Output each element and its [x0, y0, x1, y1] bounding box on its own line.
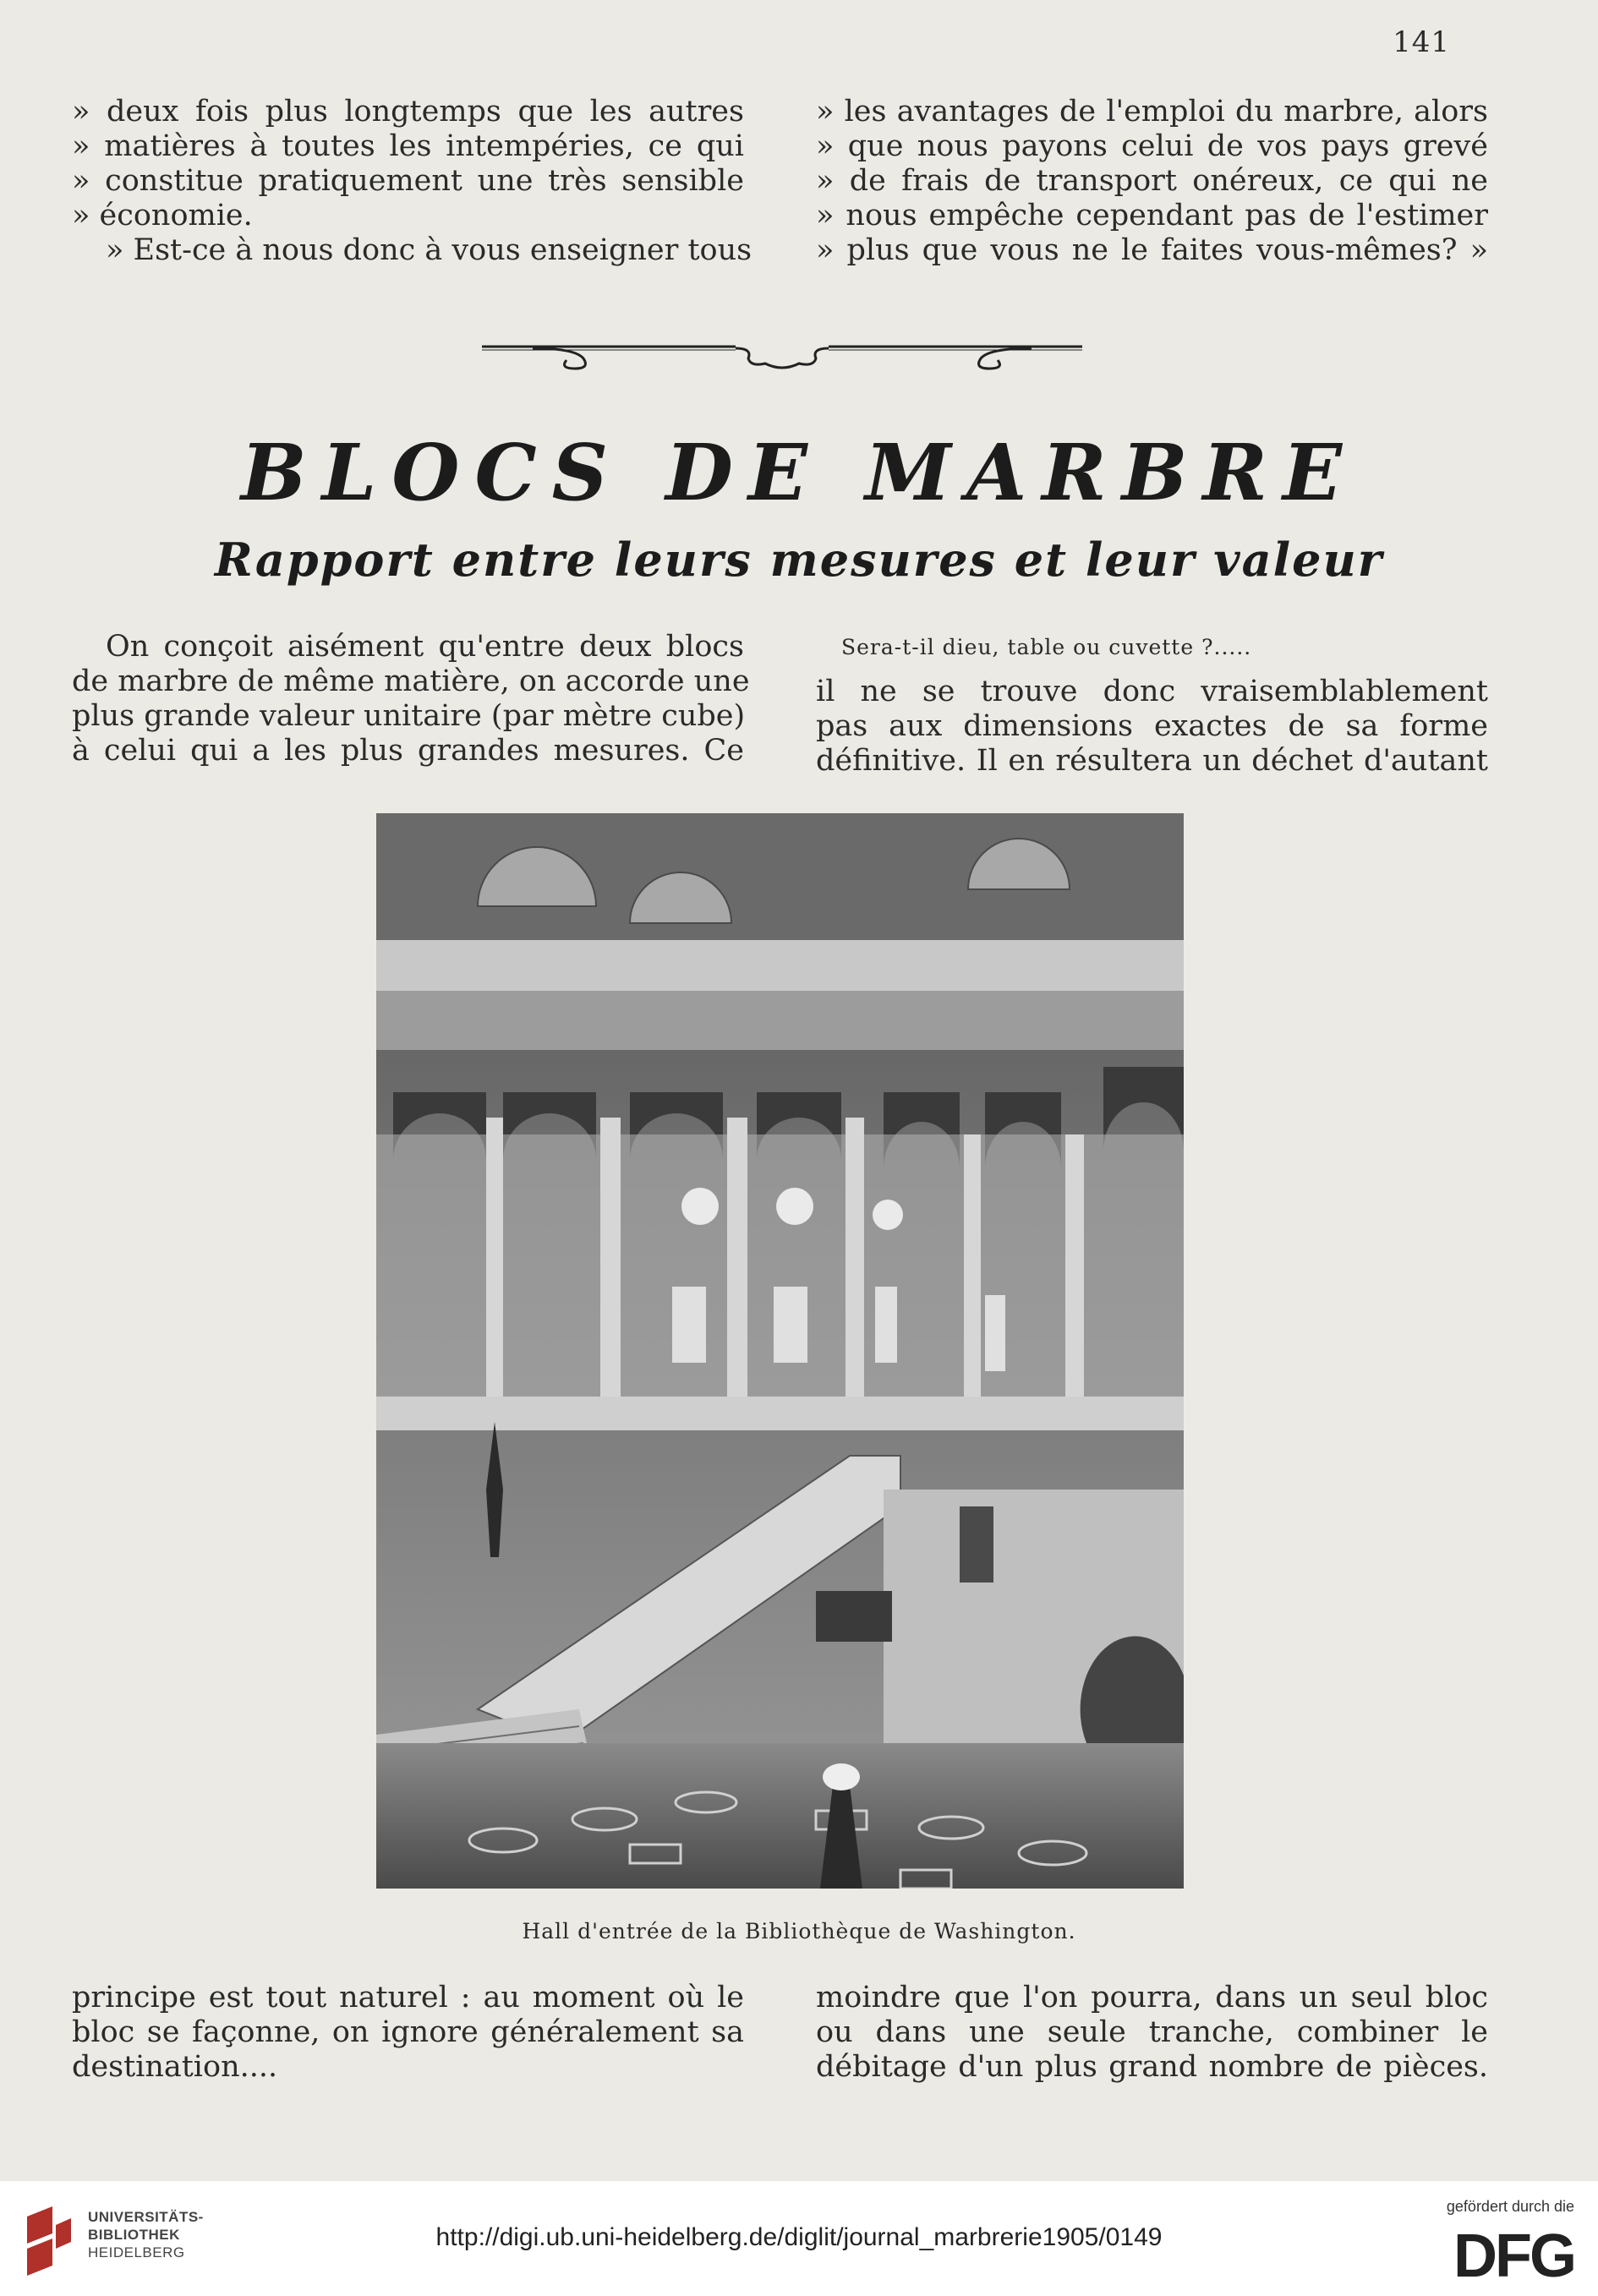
text-line: principe est tout naturel : au moment où le — [72, 1981, 744, 2014]
text-line: débitage d'un plus grand nombre de pièces. — [816, 2050, 1488, 2084]
text-line: » que nous payons celui de vos pays grevé — [816, 129, 1488, 163]
text-line: destination.... — [72, 2050, 278, 2084]
text-line: » deux fois plus longtemps que les autres — [72, 95, 744, 128]
bottom-left-column — [72, 1981, 744, 2085]
library-name-line: BIBLIOTHEK — [88, 2227, 180, 2243]
library-name-line: UNIVERSITÄTS- — [88, 2209, 204, 2225]
text-line: » constitue pratiquement une très sensible — [72, 164, 744, 198]
text-line: définitive. Il en résultera un déchet d'autant — [816, 744, 1488, 778]
text-line: » Est-ce à nous donc à vous enseigner tous — [106, 233, 752, 267]
text-line: » matières à toutes les intempéries, ce qui — [72, 129, 744, 163]
text-line: » économie. — [72, 199, 253, 232]
top-left-column — [72, 95, 752, 268]
text-line: à celui qui a les plus grandes mesures. Ce — [72, 734, 744, 768]
article-subtitle: Rapport entre leurs mesures et leur valeur — [214, 533, 1384, 587]
top-right-column — [816, 95, 1488, 268]
text-line: de marbre de même matière, on accorde une — [72, 664, 750, 698]
text-line: pas aux dimensions exactes de sa forme — [816, 709, 1488, 743]
text-line: » plus que vous ne le faites vous-mêmes? » — [816, 233, 1488, 267]
bottom-right-column — [816, 1981, 1488, 2085]
text-line: ou dans une seule tranche, combiner le — [816, 2015, 1488, 2049]
intro-left-column — [72, 630, 750, 768]
decorative-divider — [482, 330, 1082, 380]
text-line: » nous empêche cependant pas de l'estimer — [816, 199, 1488, 232]
page-number: 141 — [1393, 25, 1450, 59]
library-hall-photo — [376, 813, 1184, 1889]
text-line: bloc se façonne, on ignore généralement sa — [72, 2015, 744, 2049]
digitization-footer — [0, 2181, 1598, 2296]
dfg-logo: DFG — [1453, 2222, 1574, 2290]
photo-caption: Hall d'entrée de la Bibliothèque de Washington. — [522, 1919, 1076, 1943]
text-line: plus grande valeur unitaire (par mètre cube) — [72, 699, 746, 733]
verse-quote: Sera-t-il dieu, table ou cuvette ?..... — [841, 635, 1252, 659]
text-line: On conçoit aisément qu'entre deux blocs — [106, 630, 744, 664]
text-line: » de frais de transport onéreux, ce qui ne — [816, 164, 1488, 198]
text-line: il ne se trouve donc vraisemblablement — [816, 675, 1488, 708]
article-title: BLOCS DE MARBRE — [240, 427, 1358, 518]
text-line: moindre que l'on pourra, dans un seul bloc — [816, 1981, 1488, 2014]
funding-note: gefördert durch die — [1446, 2198, 1574, 2215]
library-name-line: HEIDELBERG — [88, 2244, 185, 2260]
intro-right-column — [816, 630, 1488, 779]
text-line: » les avantages de l'emploi du marbre, alors — [816, 95, 1488, 128]
source-url-link[interactable]: http://digi.ub.uni-heidelberg.de/diglit/journal_marbrerie1905/0149 — [435, 2223, 1163, 2251]
